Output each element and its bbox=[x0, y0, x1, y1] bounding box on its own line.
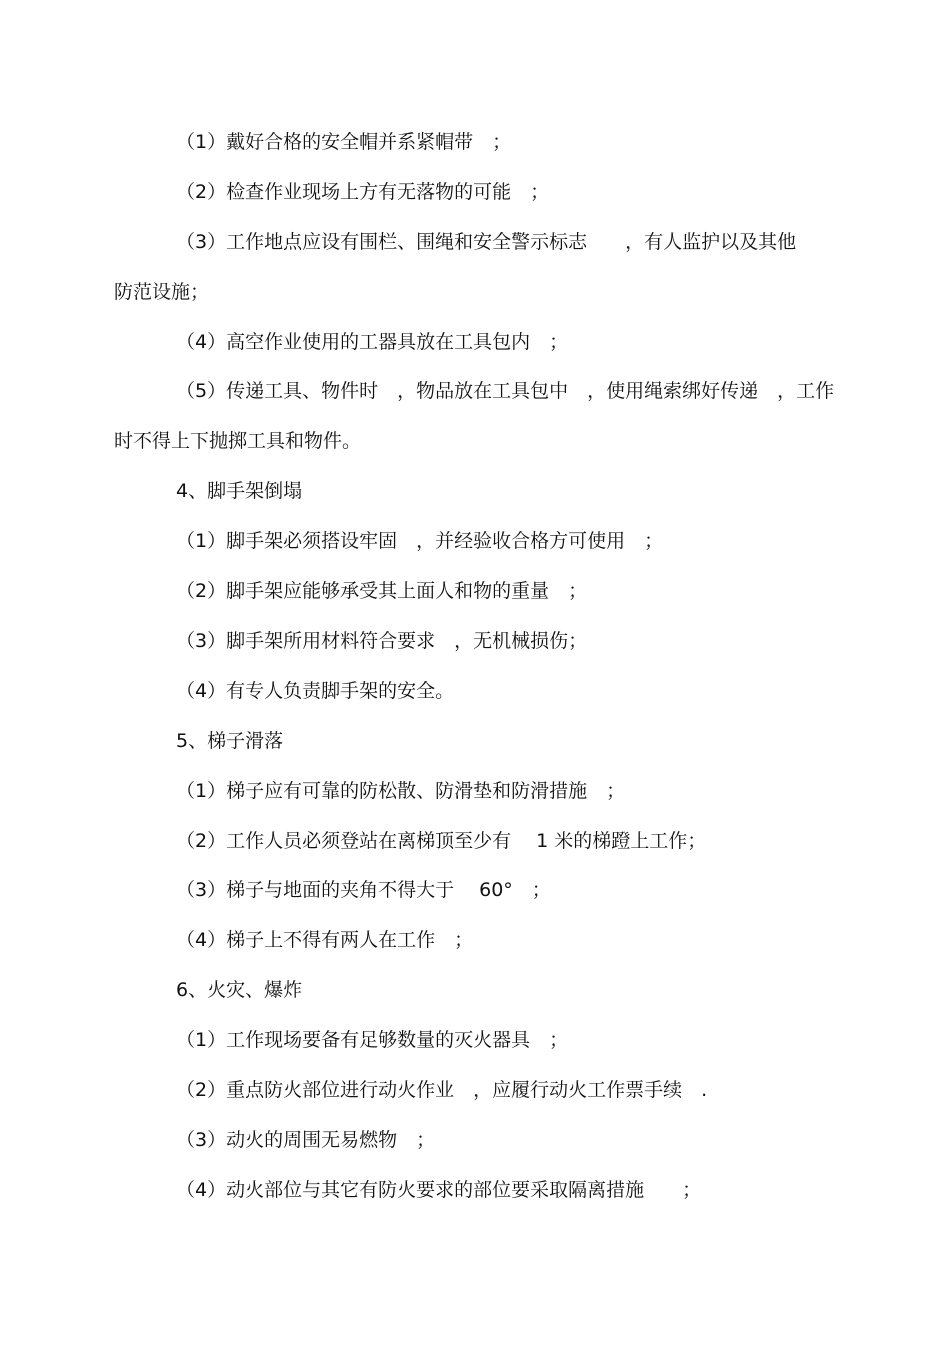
list-item: （2）检查作业现场上方有无落物的可能 ； bbox=[176, 181, 550, 203]
section-heading: 5、梯子滑落 bbox=[176, 730, 284, 752]
section-heading: 6、火灾、爆炸 bbox=[176, 979, 303, 1001]
list-item: （1）梯子应有可靠的防松散、防滑垫和防滑措施 ； bbox=[176, 780, 626, 802]
list-item: （3）工作地点应设有围栏、围绳和安全警示标志 ，有人监护以及其他 bbox=[176, 231, 797, 253]
list-item-continuation: 时不得上下抛掷工具和物件。 bbox=[114, 430, 362, 452]
list-item: （4）有专人负责脚手架的安全。 bbox=[176, 680, 455, 702]
section-heading: 4、脚手架倒塌 bbox=[176, 480, 303, 502]
list-item: （5）传递工具、物件时 ，物品放在工具包中 ，使用绳索绑好传递 ，工作 bbox=[176, 380, 835, 402]
list-item: （2）脚手架应能够承受其上面人和物的重量 ； bbox=[176, 580, 588, 602]
list-item: （4）高空作业使用的工器具放在工具包内 ； bbox=[176, 331, 569, 353]
list-item: （2）重点防火部位进行动火作业 ，应履行动火工作票手续 . bbox=[176, 1079, 708, 1101]
list-item: （4）动火部位与其它有防火要求的部位要采取隔离措施 ； bbox=[176, 1179, 702, 1201]
list-item: （3）动火的周围无易燃物 ； bbox=[176, 1129, 436, 1151]
list-item: （1）戴好合格的安全帽并系紧帽带 ； bbox=[176, 131, 512, 153]
list-item: （2）工作人员必须登站在离梯顶至少有 1 米的梯蹬上工作； bbox=[176, 830, 707, 852]
list-item: （4）梯子上不得有两人在工作 ； bbox=[176, 929, 474, 951]
list-item-continuation: 防范设施； bbox=[114, 281, 210, 303]
list-item: （3）脚手架所用材料符合要求 ，无机械损伤； bbox=[176, 630, 588, 652]
list-item: （3）梯子与地面的夹角不得大于 60° ； bbox=[176, 879, 551, 901]
list-item: （1）脚手架必须搭设牢固 ，并经验收合格方可使用 ； bbox=[176, 530, 664, 552]
list-item: （1）工作现场要备有足够数量的灭火器具 ； bbox=[176, 1029, 569, 1051]
